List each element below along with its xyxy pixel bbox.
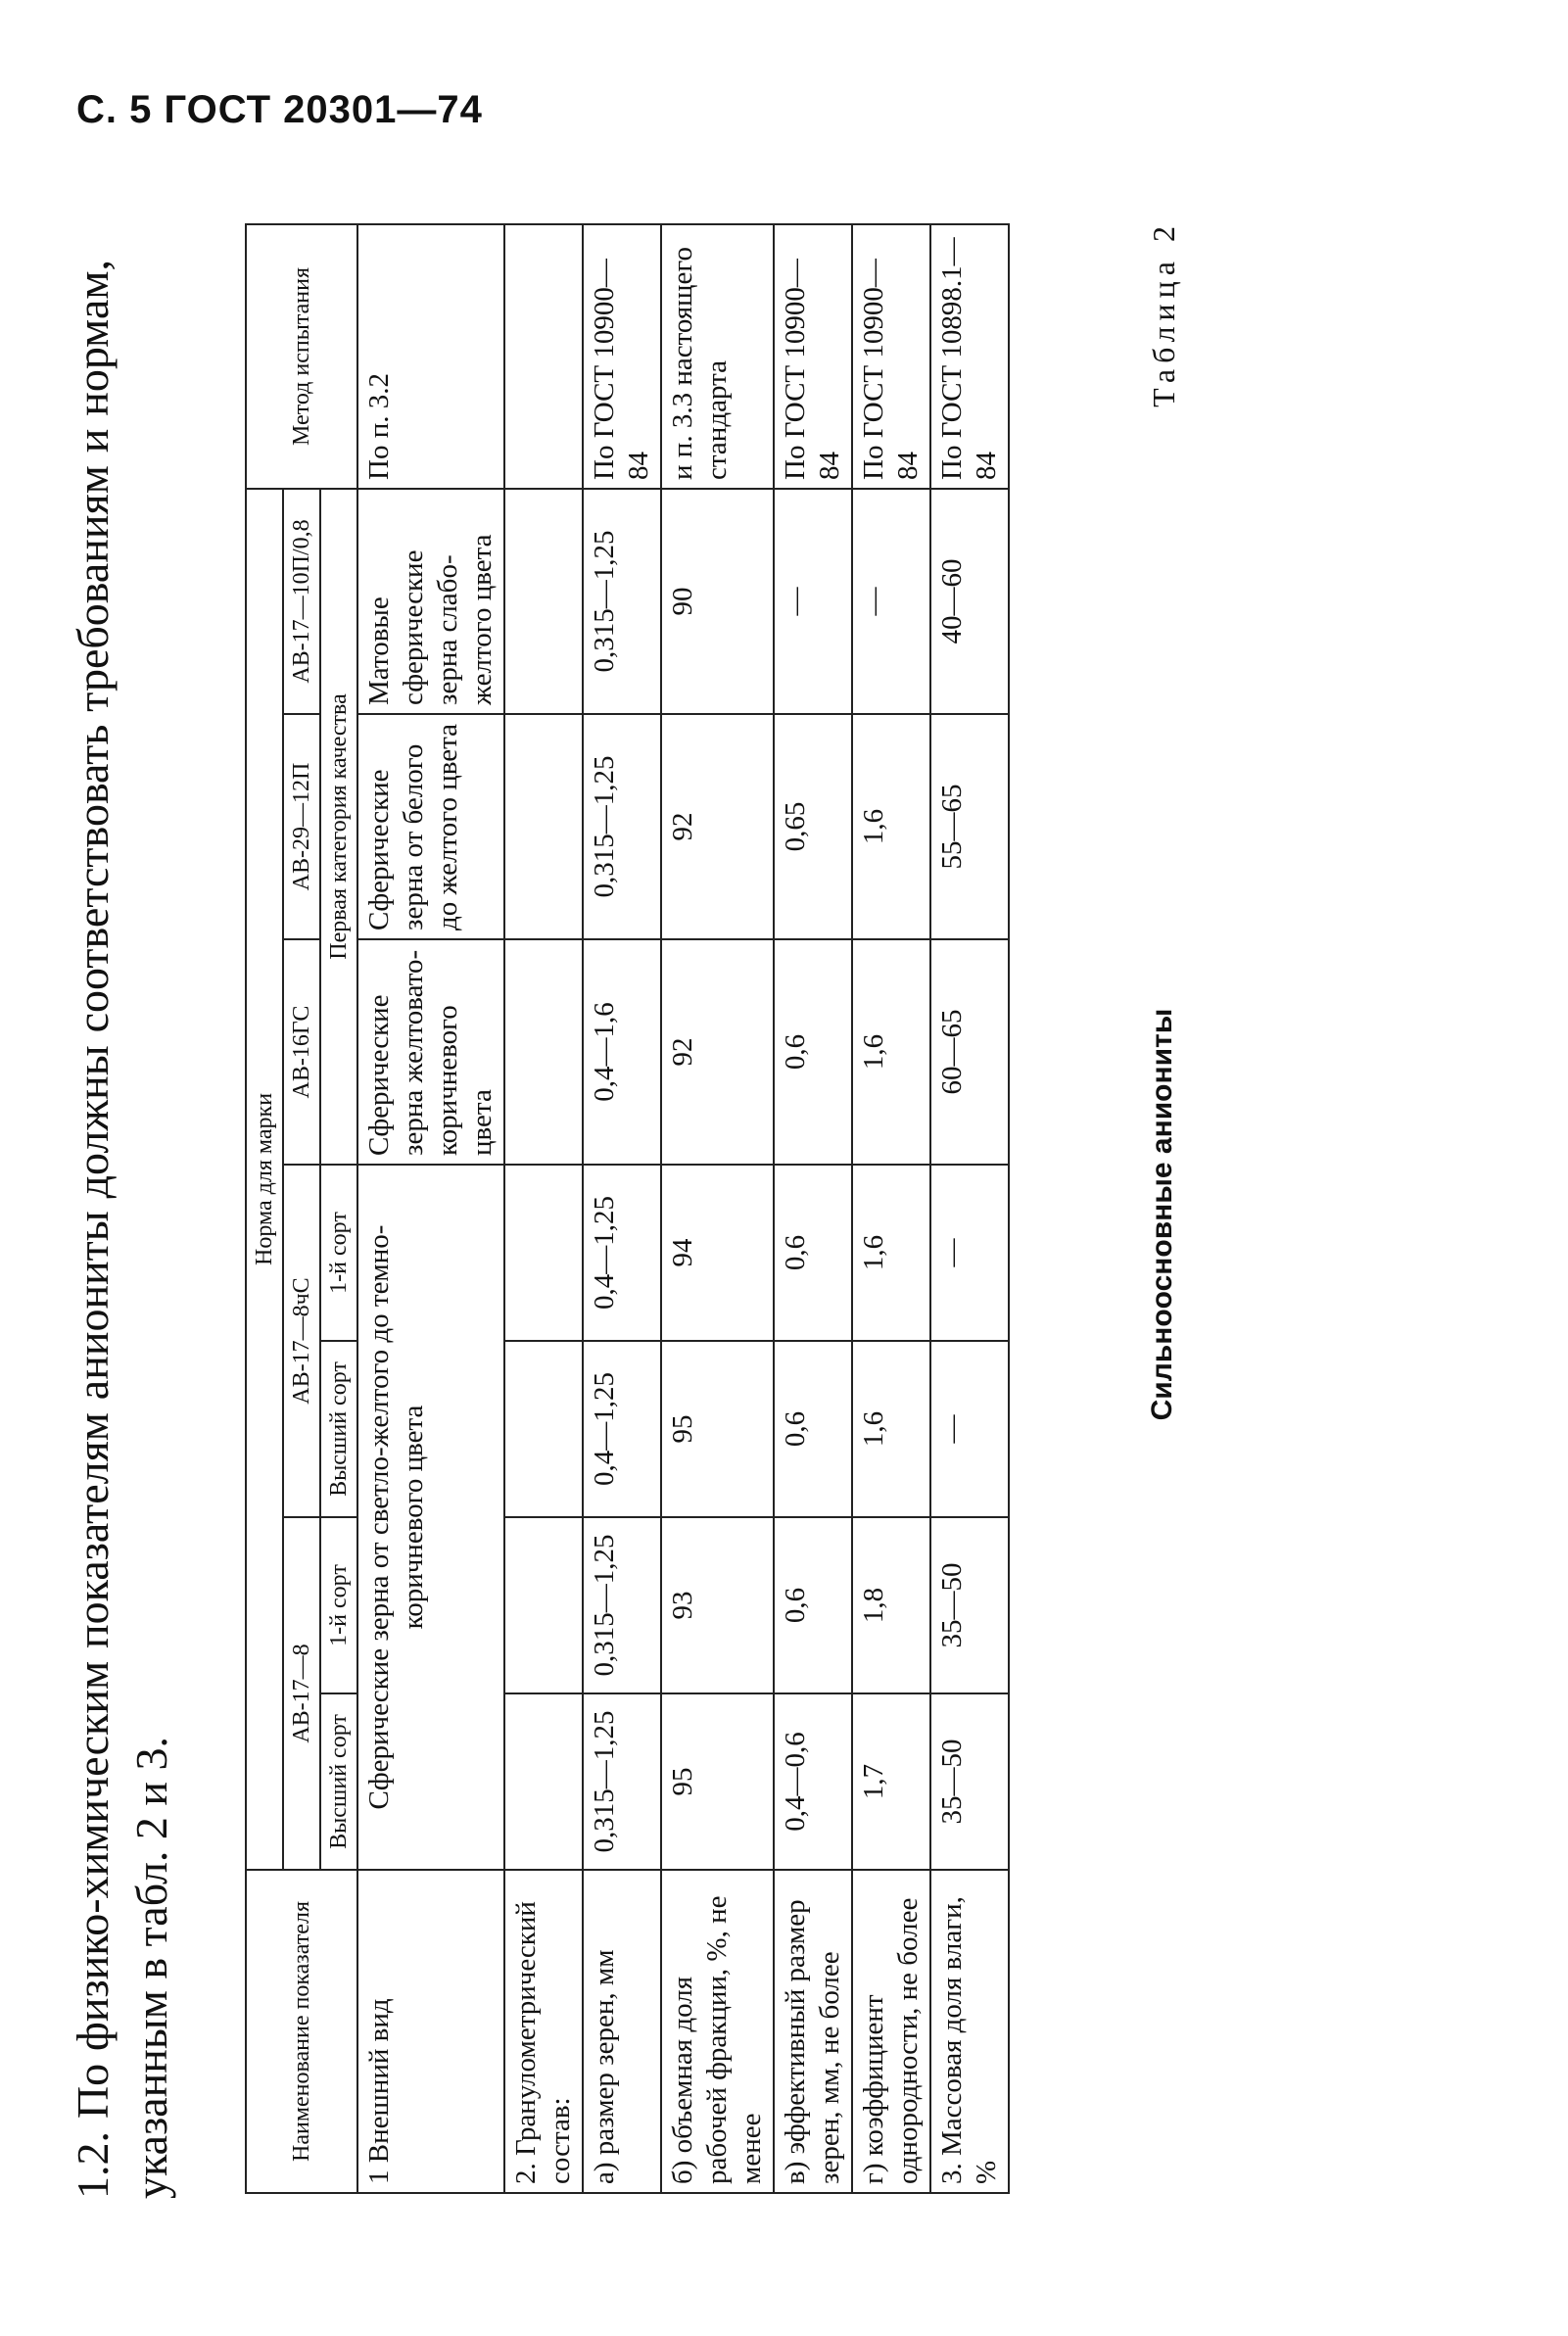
cell-value: 0,4—0,6 [774, 1693, 852, 1870]
table-row [504, 224, 583, 2193]
cell-value: 93 [661, 1517, 774, 1693]
row-name: 3. Массовая доля влаги, % [930, 1870, 1009, 2193]
header-row-1 [246, 224, 283, 2193]
grade-top-1: Высший сорт [320, 1693, 357, 1870]
cell-method: По ГОСТ 10900—84 [774, 224, 852, 489]
cell-value: — [852, 489, 930, 714]
cell-value: 0,6 [774, 1517, 852, 1693]
brand-ab17-10p: АВ-17—10П/0,8 [283, 489, 320, 714]
table-row [774, 224, 852, 2193]
cell-value: 0,4—1,25 [583, 1165, 661, 1341]
cell-value: 35—50 [930, 1517, 1009, 1693]
cell-method: По ГОСТ 10900—84 [852, 224, 930, 489]
table-label: Таблица 2 [1146, 220, 1181, 407]
cell-value: 35—50 [930, 1693, 1009, 1870]
cell-value: 95 [661, 1693, 774, 1870]
col-name-header: Наименование показателя [246, 1870, 357, 2193]
brand-ab29-12p: АВ-29—12П [283, 714, 320, 939]
row-name: г) коэффициент однородности, не более [852, 1870, 930, 2193]
cell-value: — [930, 1341, 1009, 1517]
intro-paragraph: 1.2. По физико-химическим показателям аниониты должны соответствовать требованиям и нормам, указанным в табл. 2 и 3. [68, 260, 176, 2199]
cell-value: 95 [661, 1341, 774, 1517]
cell-value: 0,6 [774, 1341, 852, 1517]
cell-value: 0,65 [774, 714, 852, 939]
section-title: Сильноосновные аниониты [1146, 1008, 1178, 1421]
cell-value: 0,6 [774, 939, 852, 1165]
grade-first-1: 1-й сорт [320, 1517, 357, 1693]
table-row [661, 224, 774, 2193]
cell-value: Сферические зерна от светло-желтого до темно-коричневого цвета [357, 1165, 504, 1870]
cell-value: 0,315—1,25 [583, 1693, 661, 1870]
brand-ab17-8: АВ-17—8 [283, 1517, 320, 1870]
table-row [930, 224, 1009, 2193]
grade-category: Первая категория качества [320, 489, 357, 1165]
brand-ab17-8chs: АВ-17—8чС [283, 1165, 320, 1517]
cell-value: 0,315—1,25 [583, 714, 661, 939]
row-name: 1 Внешний вид [357, 1870, 504, 2193]
cell-value: 94 [661, 1165, 774, 1341]
cell-value: 1,7 [852, 1693, 930, 1870]
specs-table [245, 223, 1010, 2194]
row-name: а) размер зерен, мм [583, 1870, 661, 2193]
col-norm-header: Норма для марки [246, 489, 283, 1870]
cell-value: Матовые сферические зерна слабо-желтого цвета [357, 489, 504, 714]
cell-method: По ГОСТ 10898.1—84 [930, 224, 1009, 489]
cell-value: 1,6 [852, 939, 930, 1165]
grade-first-2: 1-й сорт [320, 1165, 357, 1341]
row-name: в) эффективный размер зерен, мм, не более [774, 1870, 852, 2193]
row-name: 2. Гранулометрический состав: [504, 1870, 583, 2193]
cell-method: По п. 3.2 [357, 224, 504, 489]
cell-value: 90 [661, 489, 774, 714]
cell-value: 0,315—1,25 [583, 1517, 661, 1693]
cell-value: 0,4—1,6 [583, 939, 661, 1165]
cell-value: 1,8 [852, 1517, 930, 1693]
cell-value: 55—65 [930, 714, 1009, 939]
cell-value: 0,4—1,25 [583, 1341, 661, 1517]
cell-value: 0,6 [774, 1165, 852, 1341]
cell-value: 40—60 [930, 489, 1009, 714]
cell-value: — [930, 1165, 1009, 1341]
table-row [583, 224, 661, 2193]
cell-value: 1,6 [852, 714, 930, 939]
col-method-header: Метод испытания [246, 224, 357, 489]
cell-value: 92 [661, 714, 774, 939]
grade-top-2: Высший сорт [320, 1341, 357, 1517]
cell-value: Сферические зерна желтовато-коричневого цвета [357, 939, 504, 1165]
rotated-page-content [49, 220, 1479, 2336]
brand-ab16gs: АВ-16ГС [283, 939, 320, 1165]
cell-value: — [774, 489, 852, 714]
table-row [852, 224, 930, 2193]
row-name: б) объемная доля рабочей фракции, %, не менее [661, 1870, 774, 2193]
table-row [357, 224, 504, 2193]
cell-value: Сферические зерна от белого до желтого цвета [357, 714, 504, 939]
cell-value: 0,315—1,25 [583, 489, 661, 714]
page-header: С. 5 ГОСТ 20301—74 [76, 88, 483, 131]
cell-method: и п. 3.3 настоящего стандарта [661, 224, 774, 489]
cell-method: По ГОСТ 10900—84 [583, 224, 661, 489]
cell-value: 1,6 [852, 1341, 930, 1517]
cell-value: 60—65 [930, 939, 1009, 1165]
cell-value: 1,6 [852, 1165, 930, 1341]
cell-value: 92 [661, 939, 774, 1165]
